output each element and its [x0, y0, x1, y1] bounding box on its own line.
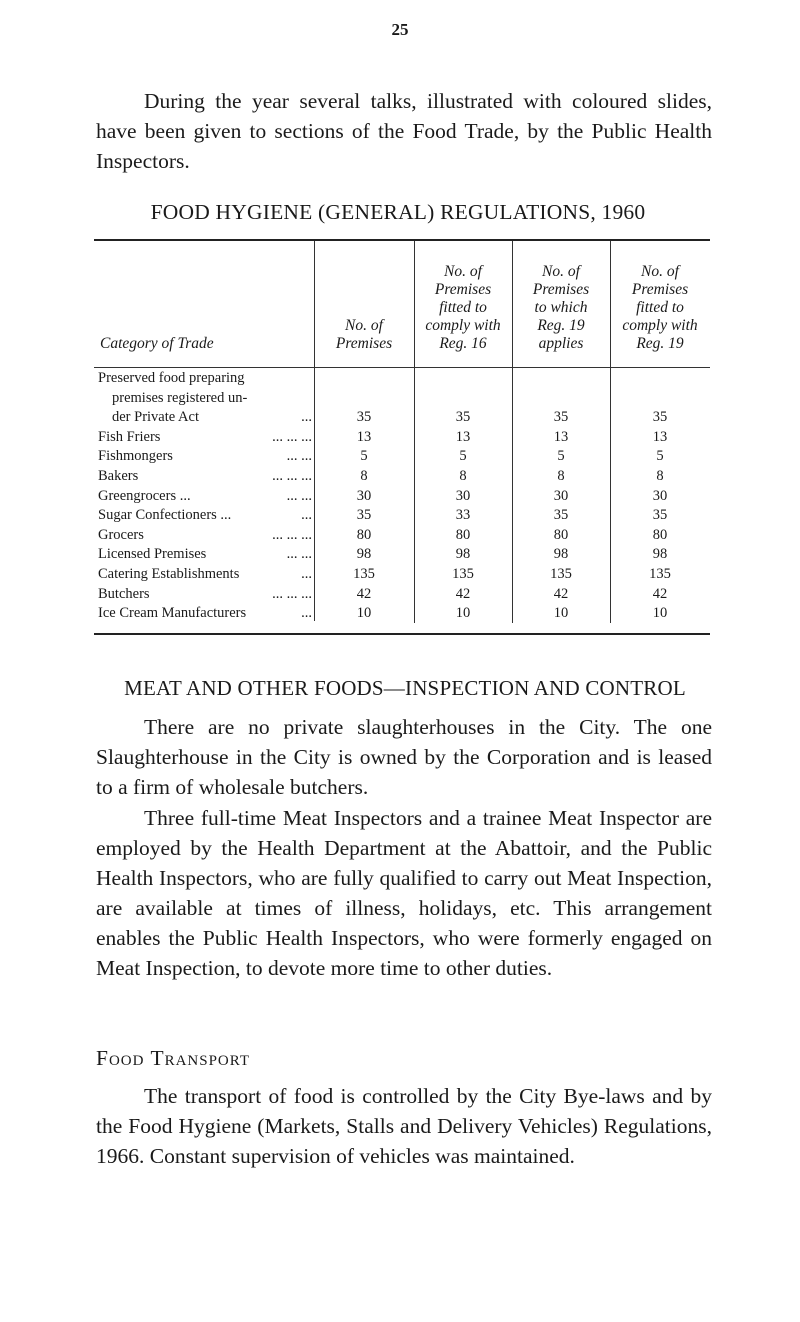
cell-premises: 135	[353, 565, 375, 582]
cell-reg19-applies: 35	[553, 507, 569, 524]
header-category: Category of Trade	[100, 335, 214, 352]
cell-reg16: 10	[455, 605, 471, 622]
header-line: Reg. 19	[537, 317, 585, 334]
header-reg19-applies	[512, 241, 610, 353]
cell-premises: 98	[356, 546, 372, 563]
intro-paragraph: During the year several talks, illustrated with coloured slides, have been given to sections of the Food Trade, by the Public Health Inspectors.	[96, 89, 712, 173]
cell-reg19-applies: 10	[553, 605, 569, 622]
header-line: applies	[538, 335, 584, 352]
cell-reg19-applies: 98	[553, 546, 569, 563]
category-cell	[98, 545, 312, 565]
table-row	[94, 545, 710, 565]
cell-reg19-fitted: 35	[652, 409, 668, 426]
cell-premises: 8	[360, 467, 368, 484]
header-line: No. of	[345, 317, 383, 334]
leader-dots: ...	[301, 565, 312, 582]
header-line: No. of	[444, 263, 482, 280]
cell-reg16: 135	[452, 565, 474, 582]
cell-premises: 5	[360, 448, 368, 465]
cell-reg19-applies: 5	[557, 448, 565, 465]
cell-reg16: 5	[459, 448, 467, 465]
category-line: Fishmongers	[98, 448, 173, 465]
category-cell	[98, 487, 312, 507]
cell-premises: 42	[356, 585, 372, 602]
cell-reg16: 80	[455, 526, 471, 543]
cell-reg19-fitted: 30	[652, 487, 668, 504]
category-line: Butchers	[98, 585, 150, 602]
category-cell	[98, 585, 312, 605]
leader-dots: ... ... ...	[272, 467, 312, 484]
cell-premises: 10	[356, 605, 372, 622]
leader-dots: ... ... ...	[272, 526, 312, 543]
header-line: Reg. 16	[439, 335, 487, 352]
cell-premises: 80	[356, 526, 372, 543]
cell-reg16: 8	[459, 467, 467, 484]
cell-reg19-fitted: 13	[652, 428, 668, 445]
table-bottom-rule	[94, 633, 710, 635]
leader-dots: ... ...	[286, 546, 312, 563]
table-row	[94, 565, 710, 585]
cell-reg19-fitted: 35	[652, 507, 668, 524]
cell-reg19-applies: 8	[557, 467, 565, 484]
leader-dots: ... ...	[286, 487, 312, 504]
leader-dots: ... ...	[286, 448, 312, 465]
category-line: Bakers	[98, 467, 139, 484]
table-row	[94, 585, 710, 605]
cell-premises: 35	[356, 507, 372, 524]
cell-reg19-fitted: 98	[652, 546, 668, 563]
leader-dots: ...	[301, 409, 312, 426]
cell-reg19-fitted: 80	[652, 526, 668, 543]
header-rule	[94, 367, 710, 368]
transport-paragraph: The transport of food is controlled by the City Bye-laws and by the Food Hygiene (Markets, Stalls and Delivery Vehicles) Regulations, 1966. Constant supervision of vehicles was maintained.	[96, 1084, 712, 1168]
table-row	[94, 428, 710, 448]
category-cell	[98, 604, 312, 624]
cell-reg19-applies: 13	[553, 428, 569, 445]
cell-reg19-fitted: 8	[656, 467, 664, 484]
category-line: Fish Friers	[98, 428, 161, 445]
category-line: Sugar Confectioners ...	[98, 507, 232, 524]
category-line: Greengrocers ...	[98, 487, 191, 504]
category-line: Preserved food preparing	[98, 370, 245, 387]
category-line: Catering Establishments	[98, 565, 240, 582]
cell-reg19-applies: 135	[550, 565, 572, 582]
table-row	[94, 447, 710, 467]
header-line: comply with	[622, 317, 698, 334]
category-line: Licensed Premises	[98, 546, 207, 563]
cell-reg19-applies: 42	[553, 585, 569, 602]
regulations-table	[94, 239, 710, 636]
table-row	[94, 369, 710, 428]
cell-reg16: 98	[455, 546, 471, 563]
header-line: to which	[534, 299, 588, 316]
cell-reg19-applies: 30	[553, 487, 569, 504]
category-cell	[98, 467, 312, 487]
header-line: comply with	[425, 317, 501, 334]
header-line: Premises	[434, 281, 492, 298]
leader-dots: ... ... ...	[272, 428, 312, 445]
leader-dots: ... ... ...	[272, 585, 312, 602]
meat-paragraph-1: There are no private slaughterhouses in the City. The one Slaughterhouse in the City is owned by the Corporation and is leased to a firm of wholesale butchers.	[96, 715, 712, 799]
meat-paragraph-2: Three full-time Meat Inspectors and a trainee Meat Inspector are employed by the Health Department at the Abattoir, and the Public Health Inspectors, who are fully qualified to carry out Meat Inspection, are available at times of illness, holidays, etc. This arrangement enables the Public Health Inspectors, who were formerly engaged on Meat Inspection, to devote more time to other duties.	[96, 806, 712, 980]
leader-dots: ...	[301, 507, 312, 524]
table-row	[94, 604, 710, 624]
category-cell	[98, 526, 312, 546]
header-reg19-fitted	[610, 241, 710, 353]
header-line: fitted to	[636, 299, 684, 316]
category-cell	[98, 565, 312, 585]
cell-reg16: 30	[455, 487, 471, 504]
cell-premises: 35	[356, 409, 372, 426]
cell-reg16: 35	[455, 409, 471, 426]
category-cell	[98, 447, 312, 467]
cell-reg16: 13	[455, 428, 471, 445]
cell-reg19-applies: 35	[553, 409, 569, 426]
cell-reg19-fitted: 5	[656, 448, 664, 465]
header-line: Premises	[631, 281, 689, 298]
header-line: Premises	[532, 281, 590, 298]
cell-reg19-fitted: 42	[652, 585, 668, 602]
meat-heading: MEAT AND OTHER FOODS—INSPECTION AND CONTROL	[124, 676, 686, 700]
category-line: der Private Act	[112, 409, 199, 426]
cell-reg16: 33	[455, 507, 471, 524]
header-line: Premises	[335, 335, 393, 352]
table-row	[94, 506, 710, 526]
header-reg16	[414, 241, 512, 353]
header-line: No. of	[542, 263, 580, 280]
category-line: premises registered un-	[112, 389, 248, 406]
cell-reg19-applies: 80	[553, 526, 569, 543]
table-row	[94, 526, 710, 546]
category-line: Ice Cream Manufacturers	[98, 605, 247, 622]
header-line: fitted to	[439, 299, 487, 316]
cell-reg19-fitted: 10	[652, 605, 668, 622]
header-line: Reg. 19	[636, 335, 684, 352]
category-cell	[98, 369, 312, 428]
cell-premises: 30	[356, 487, 372, 504]
table-body	[94, 369, 710, 624]
table-row	[94, 467, 710, 487]
leader-dots: ...	[301, 605, 312, 622]
header-premises	[314, 241, 414, 353]
transport-heading: Food Transport	[96, 1046, 251, 1070]
page-number: 25	[391, 20, 409, 39]
table-title: FOOD HYGIENE (GENERAL) REGULATIONS, 1960	[150, 200, 646, 224]
category-line: Grocers	[98, 526, 144, 543]
cell-reg16: 42	[455, 585, 471, 602]
cell-premises: 13	[356, 428, 372, 445]
header-line: No. of	[641, 263, 679, 280]
cell-reg19-fitted: 135	[649, 565, 671, 582]
category-cell	[98, 506, 312, 526]
table-row	[94, 487, 710, 507]
category-cell	[98, 428, 312, 448]
